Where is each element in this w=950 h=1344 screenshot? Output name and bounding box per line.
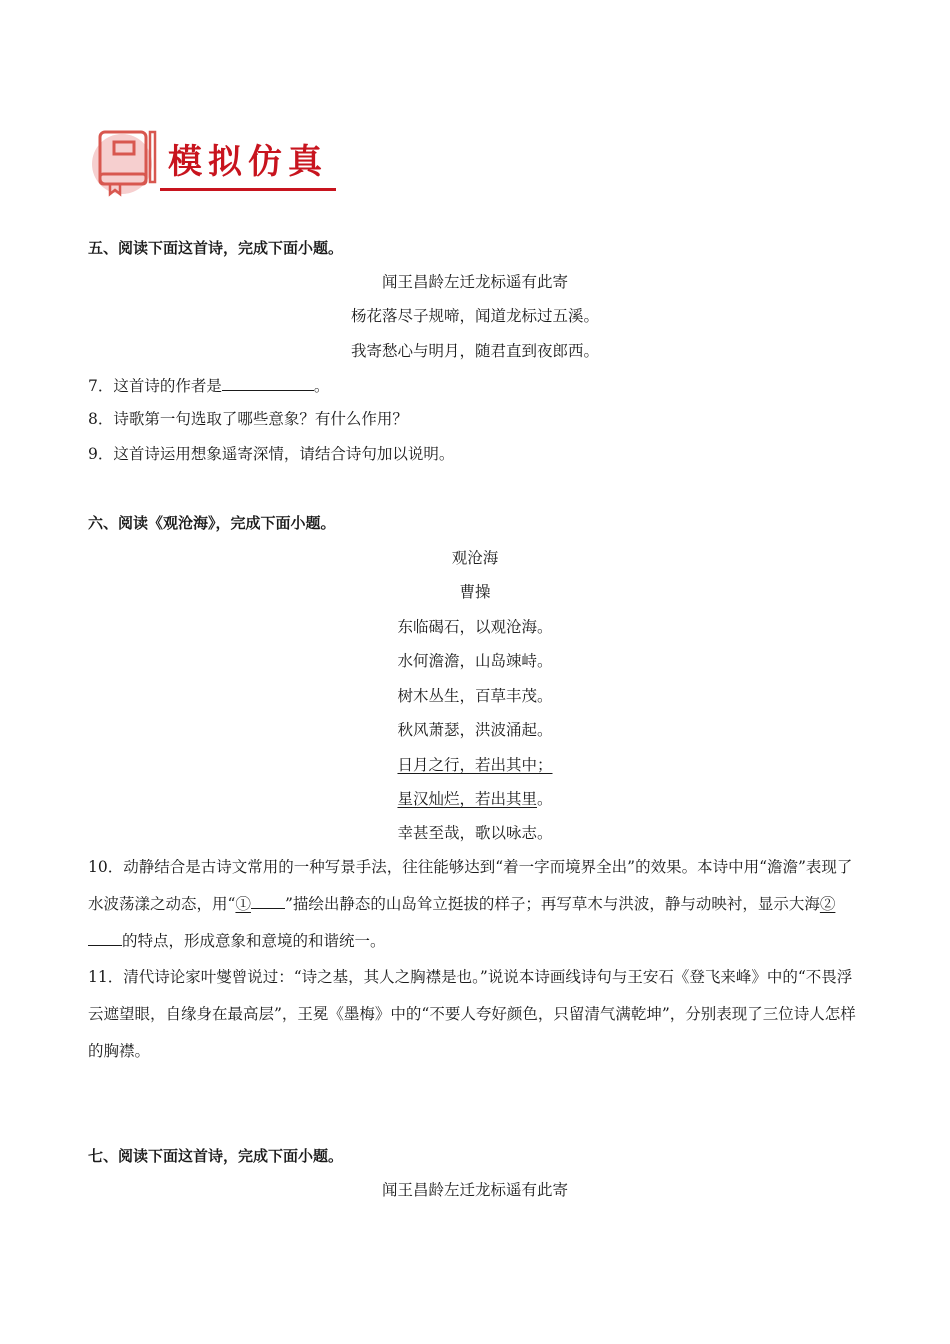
question-10-part-b: ”描绘出静态的山岛耸立挺拔的样子；再写草木与洪波，静与动映衬，显示大海 [284,895,820,913]
poem-line: 水何澹澹，山岛竦峙。 [397,652,553,670]
poem-line: 树木丛生，百草丰茂。 [397,687,553,705]
banner-title: 模拟仿真 [168,142,328,182]
poem-title: 观沧海 [451,549,499,567]
section-banner [88,126,338,198]
underlined-text: 日月之行，若出其中； [397,756,553,774]
question-9: 9．这首诗运用想象遥寄深情，请结合诗句加以说明。 [88,445,455,463]
poem-line: 秋风萧瑟，洪波涌起。 [397,721,553,739]
blank-marker-1: ① [235,895,251,913]
question-10-part-c: 的特点，形成意象和意境的和谐统一。 [122,932,386,950]
answer-blank[interactable] [222,375,314,391]
section-6-heading: 六、阅读《观沧海》，完成下面小题。 [88,514,336,532]
question-8: 8．诗歌第一句选取了哪些意象？有什么作用？ [88,410,408,428]
poem-line: 杨花落尽子规啼，闻道龙标过五溪。 [350,307,599,325]
question-7-text: 7．这首诗的作者是 [88,377,222,395]
book-icon [88,126,160,198]
poem-punct: 。 [537,790,553,808]
poem-title: 闻王昌龄左迁龙标遥有此寄 [381,273,568,291]
section-7-heading: 七、阅读下面这首诗，完成下面小题。 [88,1147,344,1165]
poem-line-underlined [88,789,862,809]
question-10-part-a: 10．动静结合是古诗文常用的一种写景手法，往往能够达到“着一字而境界全出”的效果。本诗中用“澹澹”表现了水波荡漾之动态，用“ [88,858,853,913]
poem-author: 曹操 [459,583,491,601]
question-11: 11．清代诗论家叶燮曾说过：“诗之基，其人之胸襟是也。”说说本诗画线诗句与王安石《登飞来峰》中的“不畏浮云遮望眼，自缘身在最高层”，王冕《墨梅》中的“不要人夸好颜色，只留清气满乾坤”，分别表现了三位诗人怎样的胸襟。 [88,968,856,1060]
poem-line-underlined [88,755,862,775]
poem-title: 闻王昌龄左迁龙标遥有此寄 [381,1181,568,1199]
poem-line: 我寄愁心与明月，随君直到夜郎西。 [350,342,599,360]
answer-blank[interactable] [251,893,285,909]
question-7-end: 。 [313,377,330,395]
poem-line: 幸甚至哉，歌以咏志。 [397,824,553,842]
section-5-heading: 五、阅读下面这首诗，完成下面小题。 [88,239,344,257]
blank-marker-2: ② [819,895,836,913]
poem-line: 东临碣石，以观沧海。 [397,618,553,636]
underlined-text: 星汉灿烂，若出其里 [397,790,537,808]
banner-underline [160,188,336,191]
question-10 [88,849,862,960]
question-7 [88,375,862,396]
answer-blank[interactable] [88,930,122,946]
